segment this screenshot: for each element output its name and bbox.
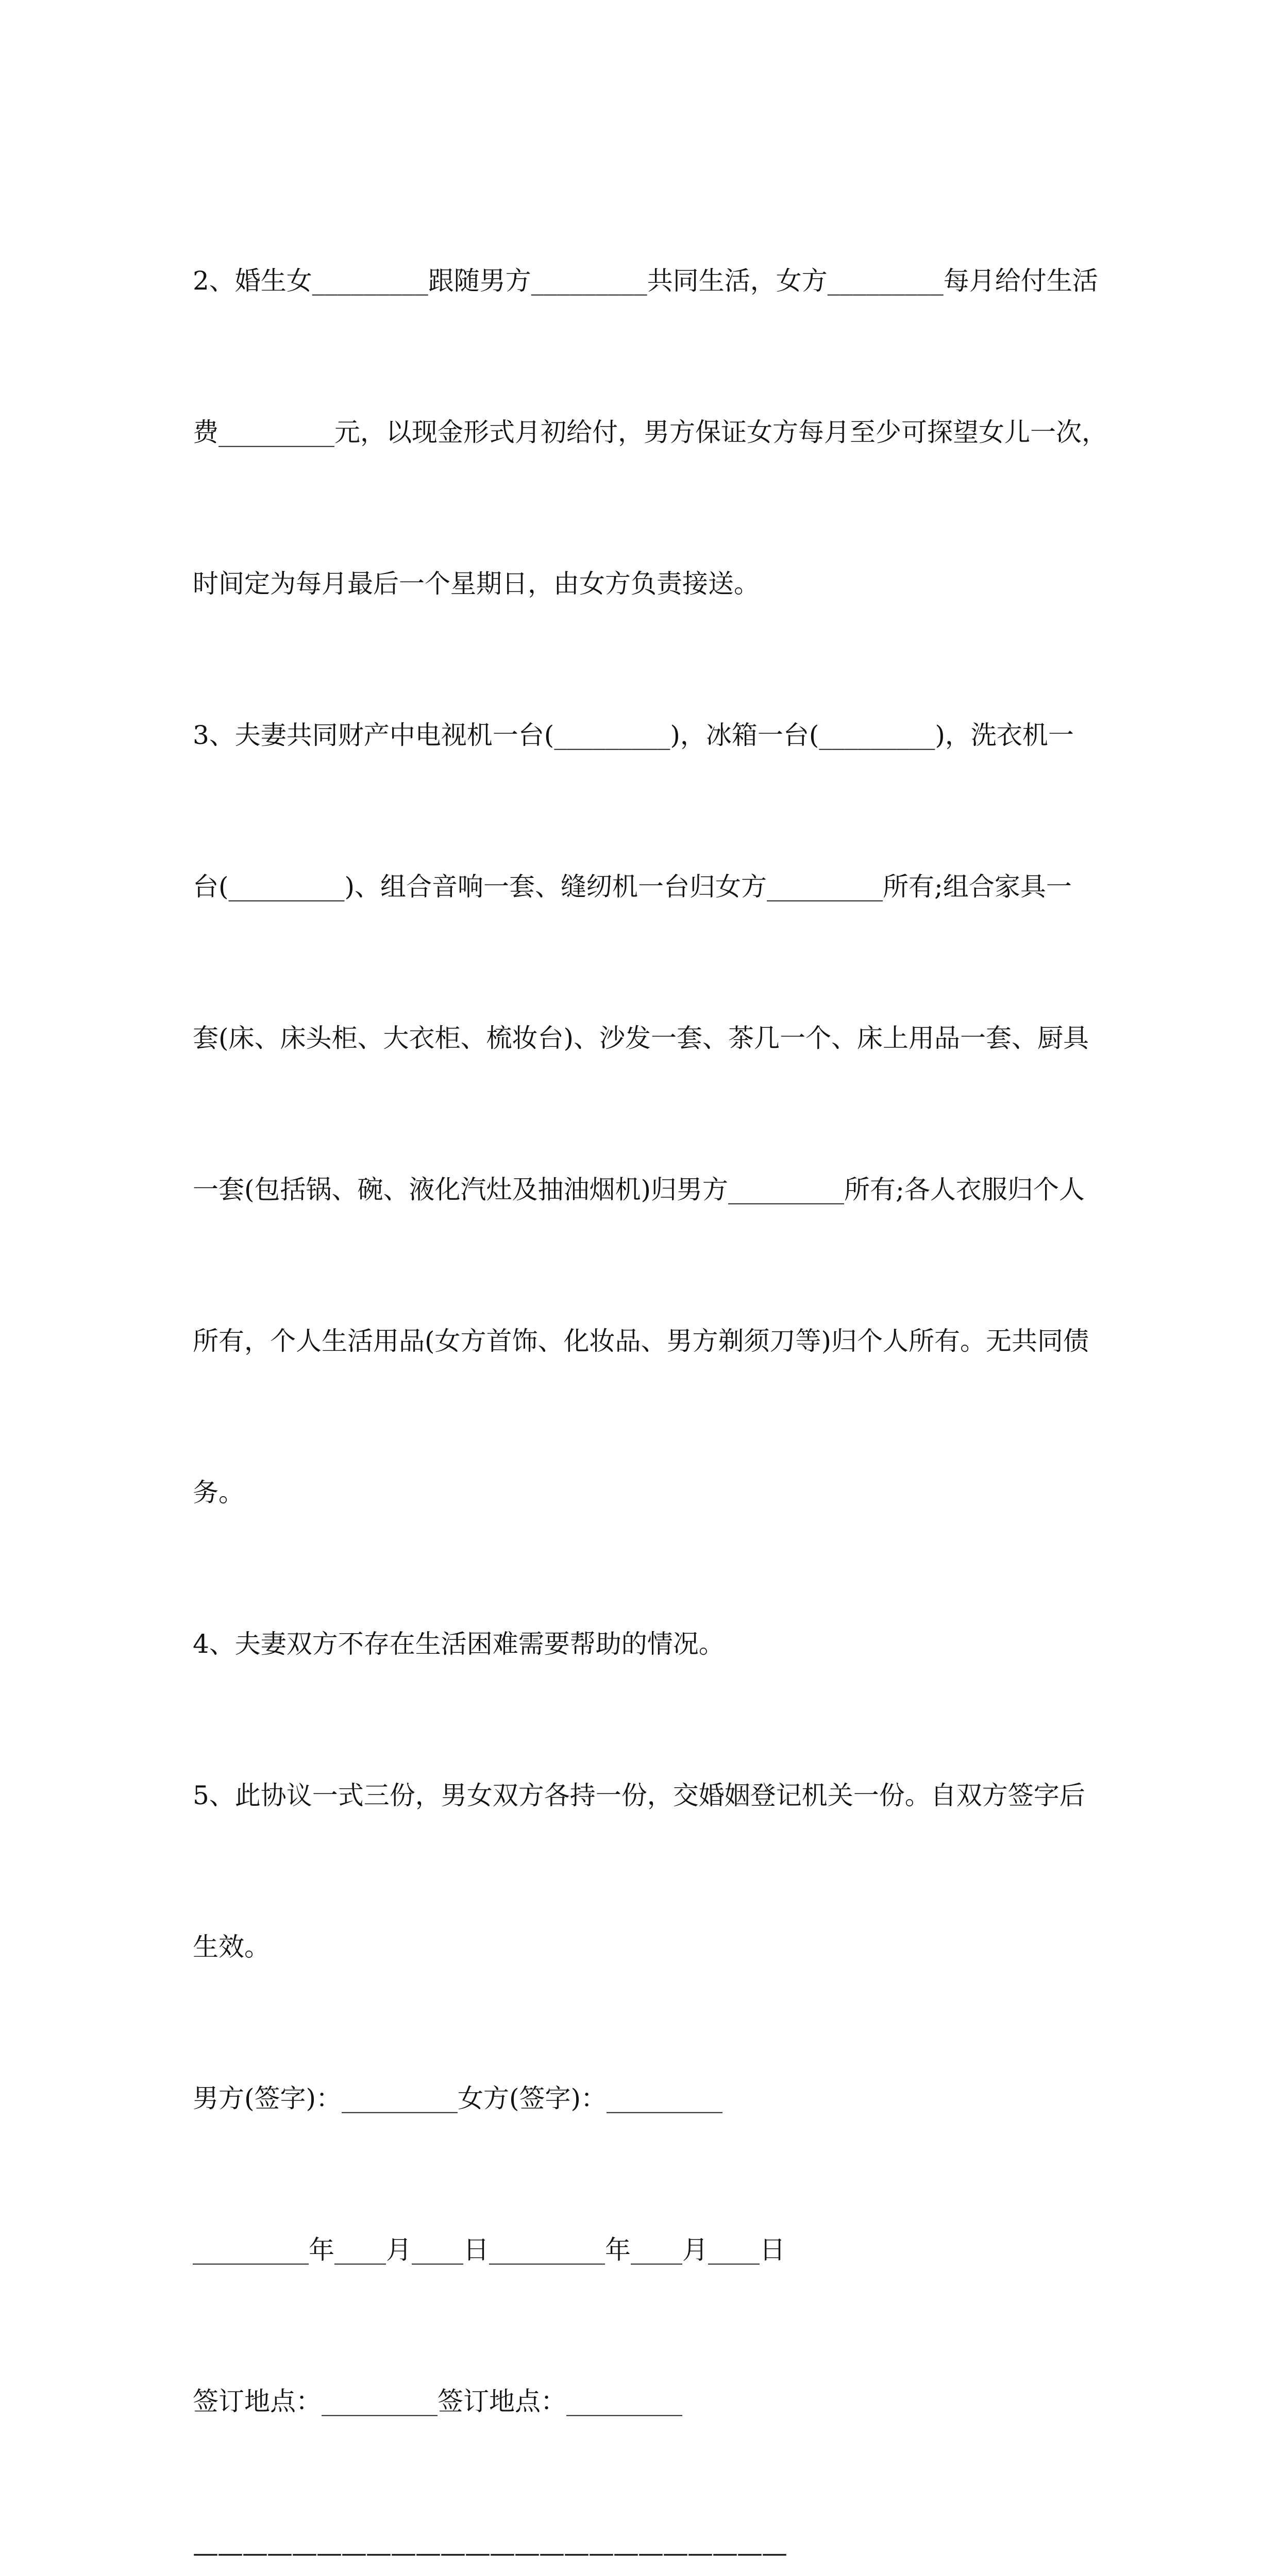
text-line: 2、婚生女_________跟随男方_________共同生活，女方_________每月给付生活: [193, 266, 1098, 296]
text-line: 5、此协议一式三份，男女双方各持一份，交婚姻登记机关一份。自双方签字后: [193, 1781, 1085, 1810]
text-line: 时间定为每月最后一个星期日，由女方负责接送。: [193, 569, 760, 599]
location-line: 签订地点：_________签订地点：_________: [193, 2386, 682, 2416]
text-line: 所有，个人生活用品(女方首饰、化妆品、男方剃须刀等)归个人所有。无共同债: [193, 1326, 1089, 1356]
text-line: 费_________元，以现金形式月初给付，男方保证女方每月至少可探望女儿一次，: [193, 417, 1107, 447]
signature-line: 男方(签字)：_________女方(签字)：_________: [193, 2083, 723, 2113]
document-page: [193, 155, 1107, 2576]
text-line: 务。: [193, 1478, 244, 1507]
text-line: 台(_________)、组合音响一套、缝纫机一台归女方_________所有;组合家具一: [193, 872, 1072, 902]
text-line: 生效。: [193, 1932, 270, 1962]
section-divider: ————————————————————————: [193, 2538, 786, 2568]
date-line: _________年____月____日_________年____月____日: [193, 2235, 785, 2265]
text-line: 3、夫妻共同财产中电视机一台(_________)，冰箱一台(_________)，洗衣机一: [193, 720, 1074, 750]
text-line: 套(床、床头柜、大衣柜、梳妆台)、沙发一套、茶几一个、床上用品一套、厨具: [193, 1023, 1089, 1053]
text-line: 4、夫妻双方不存在生活困难需要帮助的情况。: [193, 1629, 725, 1659]
text-line: 一套(包括锅、碗、液化汽灶及抽油烟机)归男方_________所有;各人衣服归个人: [193, 1175, 1085, 1205]
